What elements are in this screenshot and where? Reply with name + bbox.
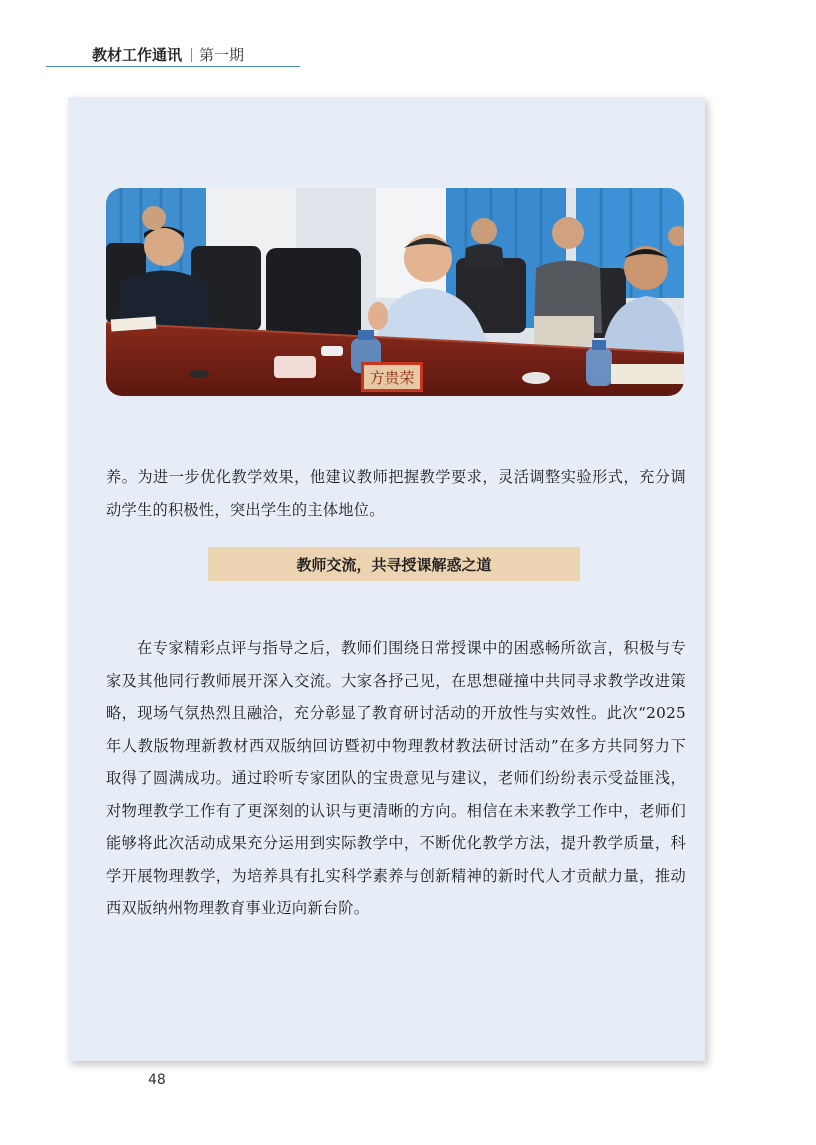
paragraph-continued: 养。为进一步优化教学效果，他建议教师把握教学要求，灵活调整实验形式，充分调动学生的积极性，突出学生的主体地位。 [106, 468, 686, 519]
header-rule [46, 66, 300, 67]
section-heading [208, 547, 580, 581]
section-heading-text: 教师交流，共寻授课解惑之道 [296, 555, 492, 574]
publication-title: 教材工作通讯 [92, 46, 183, 64]
page-number: 48 [148, 1072, 166, 1088]
meeting-photo [106, 188, 684, 396]
header-divider [191, 48, 192, 62]
paragraph-body: 在专家精彩点评与指导之后，教师们围绕日常授课中的困惑畅所欲言，积极与专家及其他同行教师展开深入交流。大家各抒己见，在思想碰撞中共同寻求教学改进策略，现场气氛热烈且融洽，充分彰显了教育研讨活动的开放性与实效性。此次“2025 年人教版物理新教材西双版纳回访暨初中物理教材教法研讨活动”在多方共同努力下取得了圆满成功。通过聆听专家团队的宝贵意见与建议，老师们纷纷表示受益匪浅，对物理教学工作有了更深刻的认识与更清晰的方向。相信在未来教学工作中，老师们能够将此次活动成果充分运用到实际教学中，不断优化教学方法，提升教学质量，科学开展物理教学，为培养具有扎实科学素养与创新精神的新时代人才贡献力量，推动西双版纳州物理教育事业迈向新台阶。 [106, 639, 686, 918]
nameplate-text: 方贵荣 [369, 369, 415, 387]
issue-label: 第一期 [199, 46, 245, 64]
running-header [92, 44, 244, 65]
